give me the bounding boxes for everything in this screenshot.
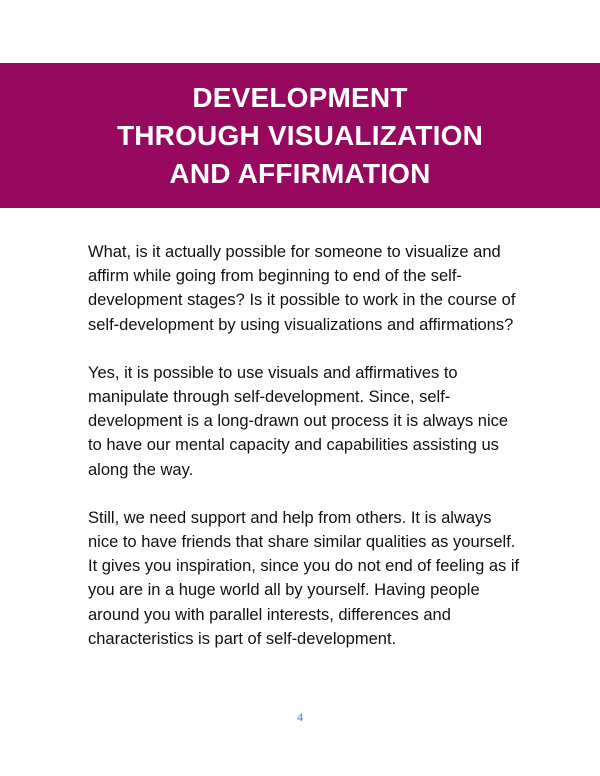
paragraph-line: Still, we need support and help from others. It is always [88, 508, 492, 527]
title-band [0, 63, 600, 208]
body-text [88, 240, 548, 675]
page-title-line-2: THROUGH VISUALIZATION [116, 119, 484, 151]
paragraph-line: It gives you inspiration, since you do not end of feeling as if [88, 557, 520, 576]
page-title-line-1: DEVELOPMENT [192, 81, 408, 113]
paragraph-line: along the way. [88, 460, 194, 479]
page-number: 4 [297, 710, 303, 724]
paragraph-line: affirm while going from beginning to end of the self- [88, 267, 462, 286]
paragraph-line: nice to have friends that share similar qualities as yourself. [88, 533, 516, 552]
paragraph-3 [88, 506, 548, 651]
paragraph-2 [88, 361, 548, 482]
paragraph-line: Yes, it is possible to use visuals and affirmatives to [88, 363, 458, 382]
paragraph-line: manipulate through self-development. Since, self- [88, 388, 451, 407]
paragraph-line: around you with parallel interests, differences and [88, 605, 451, 624]
paragraph-1 [88, 240, 548, 337]
paragraph-line: What, is it actually possible for someone to visualize and [88, 243, 501, 261]
paragraph-line: development is a long-drawn out process it is always nice [88, 412, 509, 431]
paragraph-line: to have our mental capacity and capabilities assisting us [88, 436, 499, 455]
page-title-line-3: AND AFFIRMATION [169, 157, 431, 189]
paragraph-line: you are in a huge world all by yourself. Having people [88, 581, 480, 600]
paragraph-line: characteristics is part of self-development. [88, 629, 397, 648]
paragraph-line: self-development by using visualizations and affirmations? [88, 315, 514, 334]
paragraph-line: development stages? Is it possible to work in the course of [88, 291, 516, 310]
